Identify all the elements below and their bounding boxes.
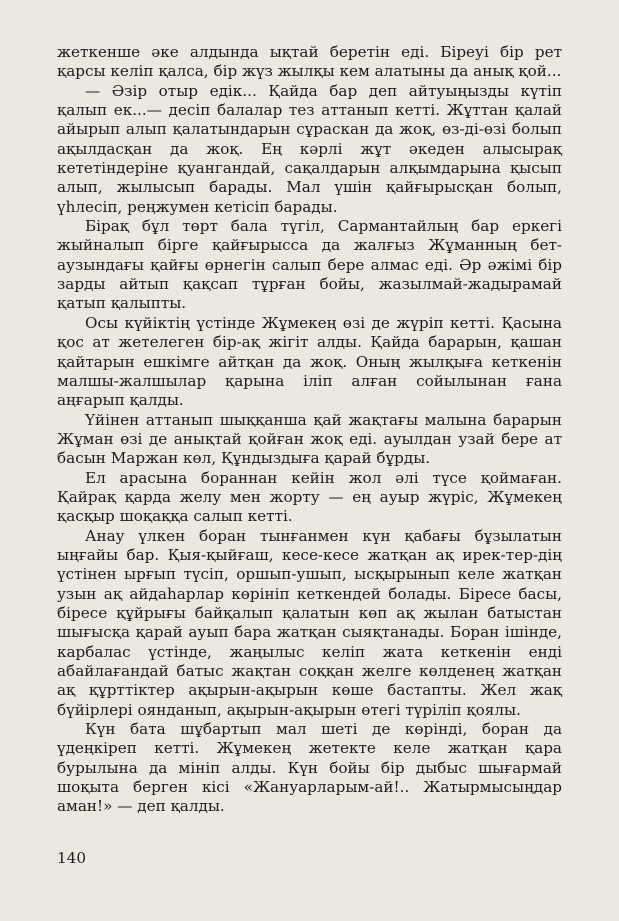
paragraph: Бірақ бұл төрт бала түгіл, Сармантайлың бар еркегі жыйналып бірге қайғырысса да жалғыз Жұманның бет-аузындағы қайғы өрнегін салып бере алмас еді. Әр әжімі бір зарды айтып қақсап тұрған бойы, жазылмай-жадырамай қатып қалыпты.	[57, 217, 562, 313]
paragraph: Анау үлкен боран тынғанмен күн қабағы бұзылатын ыңғайы бар. Қыя-қыйғаш, кесе-кесе жатқан ақ ирек-тер-дің үстінен ырғып түсіп, оршып-ушып, ысқырынып келе жатқан узын ақ айдаһарлар көрініп кеткендей болады. Біресе басы, біресе құйрығы байқалып қалатын көп ақ жылан батыстан шығысқа қарай ауып бара жатқан сыяқтанады. Боран ішінде, карбалас үстінде, жаңылыс келіп жата кеткенін енді абайлағандай батыс жақтан соққан желге көлденең жатқан ақ құрттіктер ақырын-ақырын көше бастапты. Жел жақ бүйірлері оянданып, ақырын-ақырын өтегі түріліп қоялы.	[57, 526, 562, 719]
paragraph: Күн бата шұбартып мал шеті де көрінді, боран да үдеңкіреп кетті. Жұмекең жетекте келе жатқан қара бурылына да мініп алды. Күн бойы бір дыбыс шығармай шоқыта берген кісі «Жануарларым-ай!.. Жатырмысыңдар аман!» — деп қалды.	[57, 720, 562, 816]
paragraph: Осы күйіктің үстінде Жұмекең өзі де жүріп кетті. Қасына қос ат жетелеген бір-ақ жігіт алды. Қайда барарын, қашан қайтарын ешкімге айтқан да жоқ. Оның жылқыға кеткенін малшы-жалшылар қарына іліп алған сойылынан ғана аңғарып қалды.	[57, 313, 562, 410]
paragraph: жеткенше әке алдында ықтай беретін еді. Біреуі бір рет қарсы келіп қалса, бір жүз жылқы кем алатыны да анық қой...	[57, 43, 562, 81]
paragraph: Ел арасына бораннан кейін жол әлі түсе қоймаған. Қайрақ қарда желу мен жорту — ең ауыр жүріс, Жұмекең қасқыр шоқаққа салып кетті.	[57, 468, 562, 526]
page-text	[57, 43, 562, 817]
page-number: 140	[57, 849, 86, 867]
paragraph: — Әзір отыр едік... Қайда бар деп айтуыңызды күтіп қалып ек...— десіп балалар тез аттанып кетті. Жұттан қалай айырып алып қалатындарын сұраскан да жоқ, өз-ді-өзі болып ақылдасқан да жоқ. Ең кәрлі жұт әкеден алысырақ кететіндеріне қуангандай, сақалдарын алқымдарына қысып алып, жылысып барады. Мал үшін қайғырысқан болып, үһлесіп, реңжумен кетісіп барады.	[57, 81, 562, 216]
paragraph: Үйінен аттанып шыққанша қай жақтағы малына барарын Жұман өзі де анықтай қойған жоқ еді. ауылдан узай бере ат басын Маржан көл, Құндыздыға қарай бұрды.	[57, 410, 562, 468]
